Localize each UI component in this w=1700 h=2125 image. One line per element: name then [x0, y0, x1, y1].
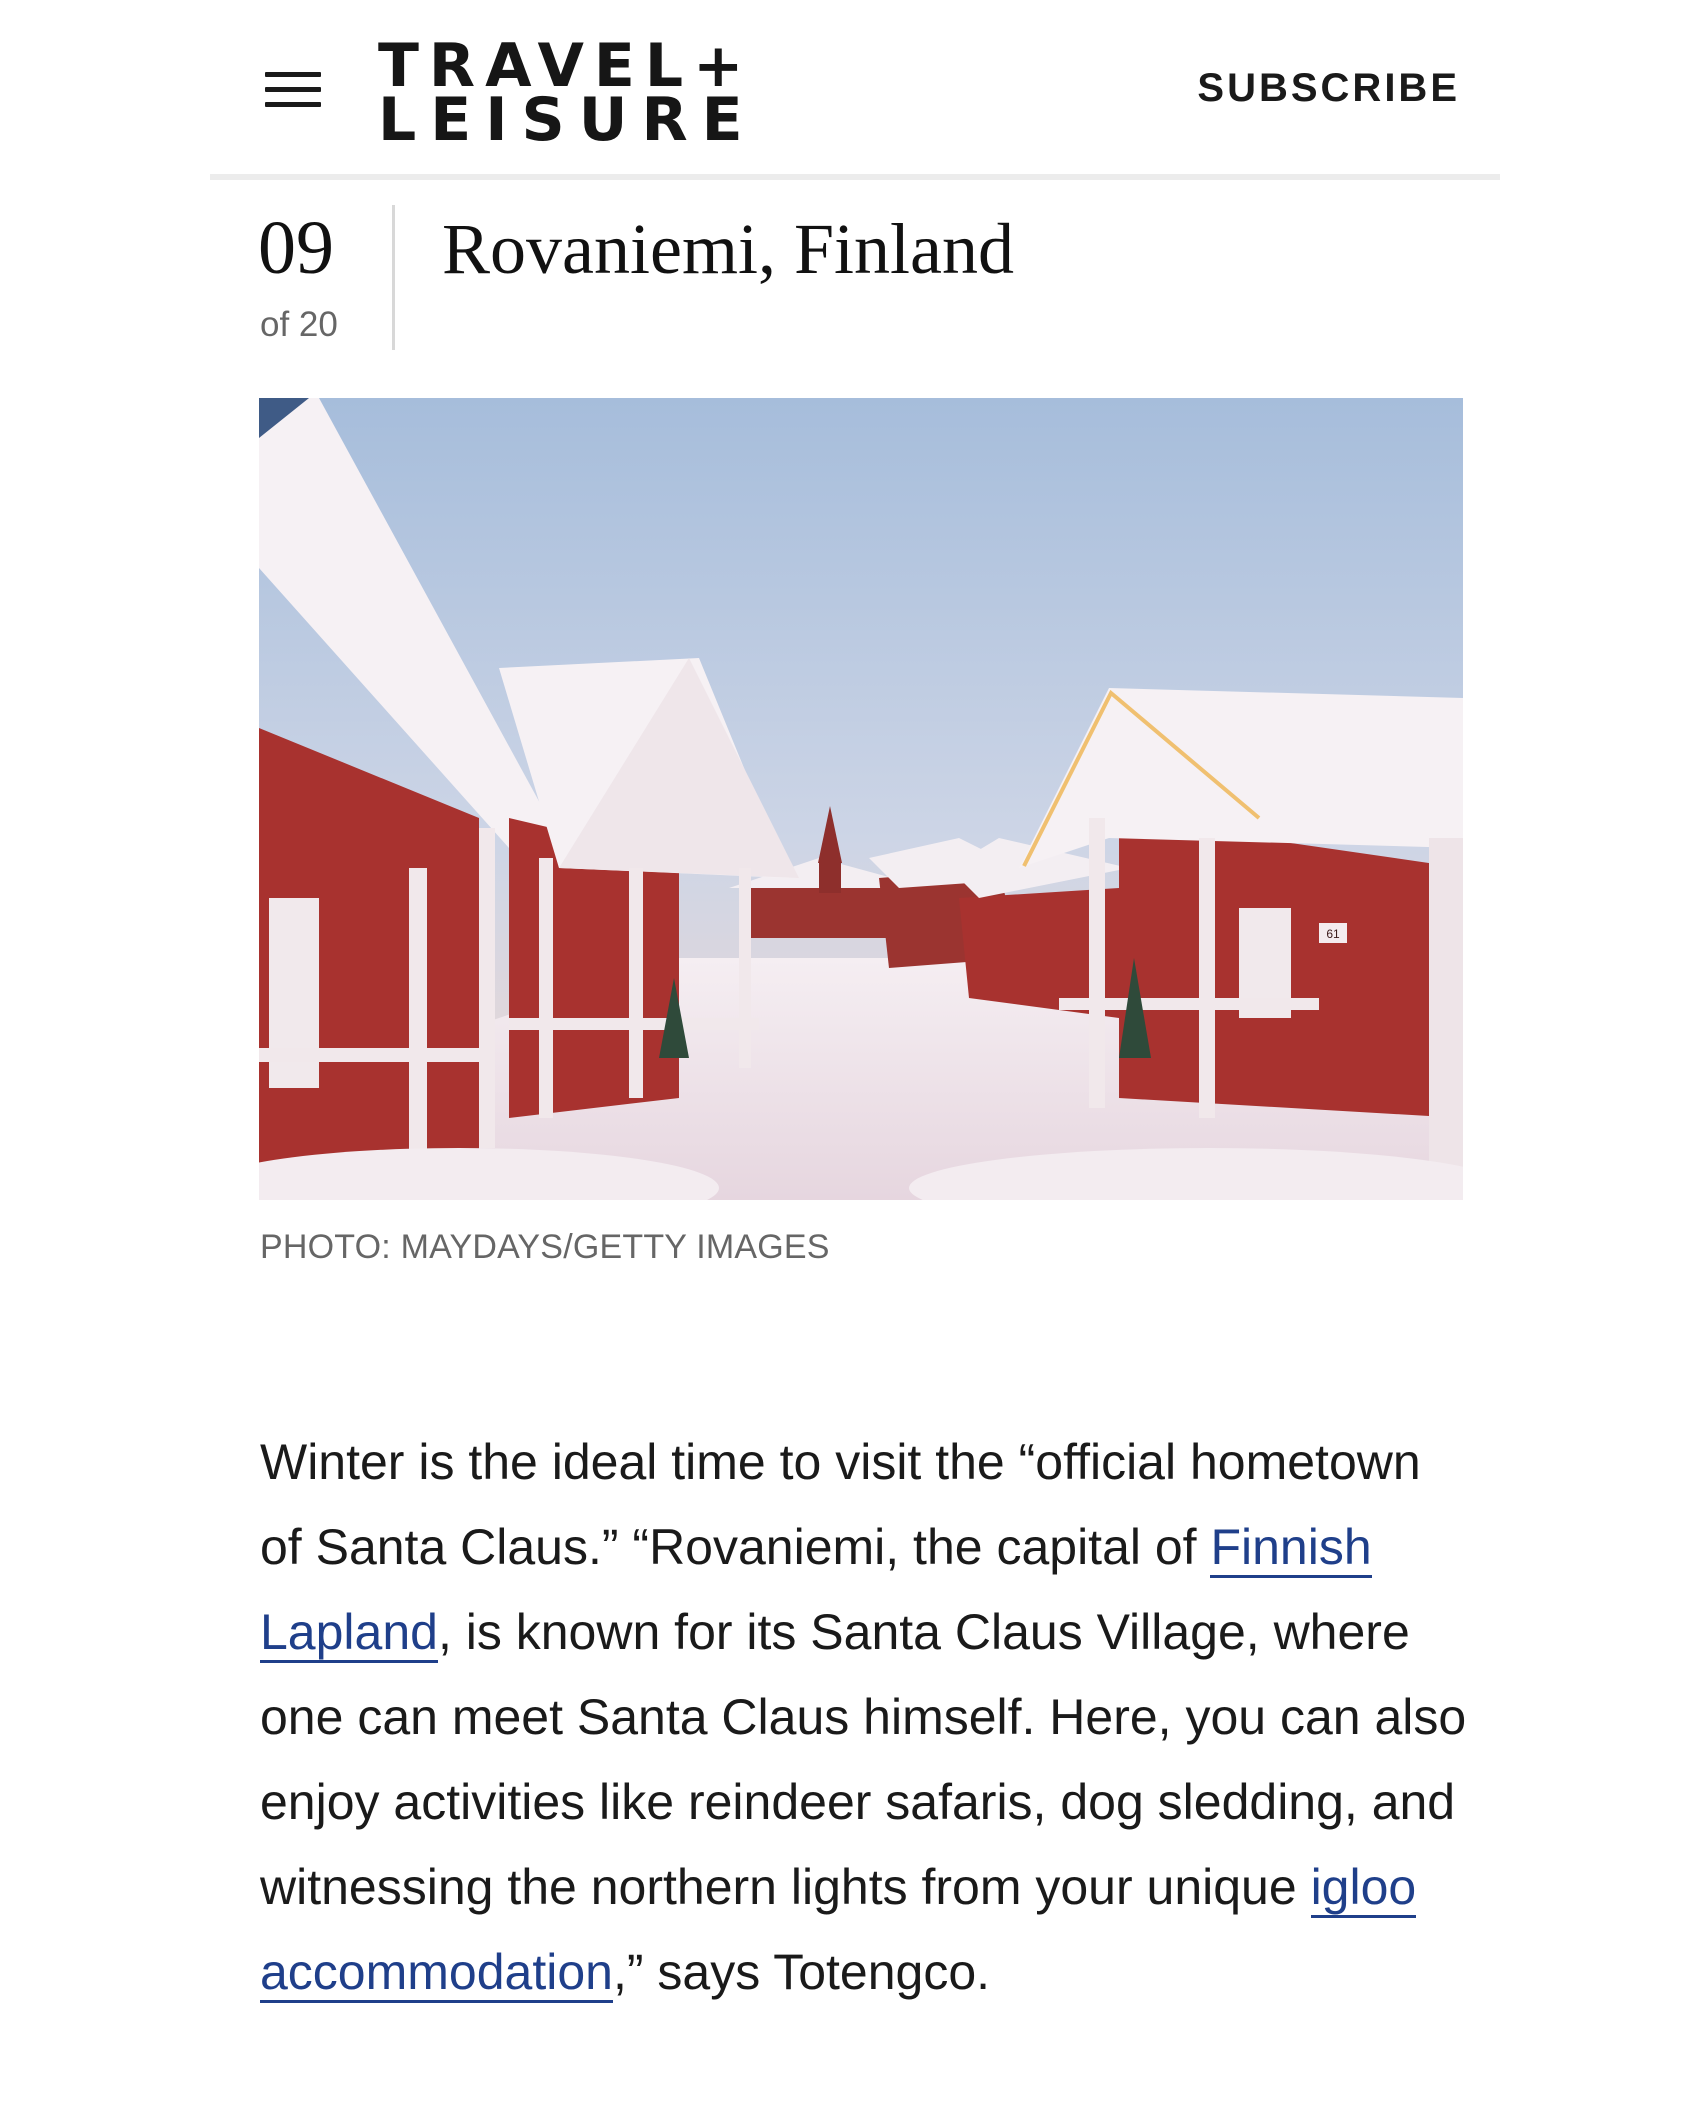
logo-line-leisure: LEISURE: [378, 85, 757, 155]
site-header: [210, 0, 1500, 180]
cabin-number: 61: [1326, 927, 1340, 941]
article-text-part2: , is known for its Santa Claus Village, where one can meet Santa Claus himself. Here, you can also enjoy activities like reindeer safaris, dog sledding, and witnessing the northern lights from your unique: [260, 1604, 1467, 1915]
slide-total: of 20: [260, 305, 338, 344]
slide-number: 09: [258, 206, 334, 290]
igloo-accommodation-link[interactable]: igloo accommodation: [260, 1859, 1416, 2003]
photo-credit: PHOTO: MAYDAYS/GETTY IMAGES: [260, 1228, 830, 1266]
article-text-part1: Winter is the ideal time to visit the “official hometown of Santa Claus.” “Rovaniemi, the capital of: [260, 1434, 1421, 1575]
article-text-part3: ,” says Totengco.: [612, 1944, 991, 2000]
site-logo[interactable]: [378, 31, 828, 155]
article-photo: [259, 398, 1463, 1200]
finnish-lapland-link[interactable]: Finnish Lapland: [260, 1519, 1372, 1663]
slide-title: Rovaniemi, Finland: [442, 209, 1014, 289]
logo-line-travel: TRAVEL+: [378, 31, 754, 101]
article-paragraph: [260, 1420, 1470, 2015]
hamburger-menu-icon[interactable]: [265, 72, 321, 108]
slide-divider: [392, 205, 395, 350]
subscribe-button[interactable]: SUBSCRIBE: [1197, 66, 1460, 110]
